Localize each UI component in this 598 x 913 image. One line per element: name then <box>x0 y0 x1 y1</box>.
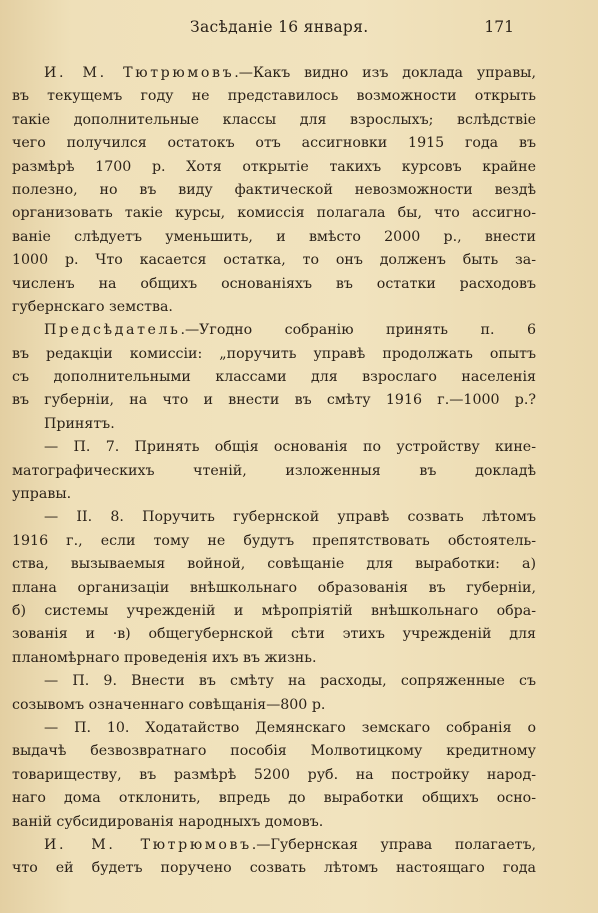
line-text: планомѣрнаго проведенія ихъ въ жизнь. <box>12 649 317 666</box>
text-line <box>12 389 536 412</box>
line-text: матографическихъ чтеній, изложенныя въ докладѣ <box>12 462 536 479</box>
text-line <box>12 577 536 600</box>
text-line <box>12 85 536 108</box>
text-line <box>12 109 536 132</box>
text-line <box>12 717 536 740</box>
line-text: чего получился остатокъ отъ ассигновки 1915 года въ <box>12 135 536 152</box>
line-text: наго дома отклонить, впредь до выработки общихъ осно- <box>12 790 536 807</box>
text-line <box>12 857 536 880</box>
text-line <box>12 319 536 342</box>
line-text: плана организаціи внѣшкольнаго образованія въ губерніи, <box>12 579 536 596</box>
text-line <box>12 156 536 179</box>
text-line <box>12 179 536 202</box>
line-text: — П. 10. Ходатайство Демянскаго земскаго собранія о <box>44 719 536 736</box>
text-line <box>12 202 536 225</box>
line-text: организовать такіе курсы, комиссія полагала бы, что ассигно- <box>12 205 536 222</box>
text-line <box>12 366 536 389</box>
line-text: .—Какъ видно изъ доклада управы, <box>234 65 536 81</box>
line-text: управы. <box>12 486 72 503</box>
text-line <box>12 132 536 155</box>
text-line <box>12 413 536 436</box>
text-line <box>12 553 536 576</box>
text-line <box>12 483 536 506</box>
line-text: ства, вызываемыя войной, совѣщаніе для выработки: а) <box>12 556 536 573</box>
text-line <box>12 273 536 296</box>
text-line <box>12 623 536 646</box>
line-text: товариществу, въ размѣрѣ 5200 руб. на постройку народ- <box>12 766 536 783</box>
line-text: ваній субсидированія народныхъ домовъ. <box>12 813 324 830</box>
text-line <box>12 62 536 85</box>
line-text: ваніе слѣдуетъ уменьшить, и вмѣсто 2000 р., внести <box>12 228 536 245</box>
line-text: — П. 9. Внести въ смѣту на расходы, сопряженные съ <box>44 673 536 690</box>
line-text: .—Губернская управа полагаетъ, <box>251 836 536 853</box>
text-line <box>12 226 536 249</box>
text-line <box>12 834 536 857</box>
text-line <box>12 740 536 763</box>
text-line <box>12 694 536 717</box>
line-text: полезно, но въ виду фактической невозможности вездѣ <box>12 181 536 198</box>
text-line <box>12 600 536 623</box>
speaker-name: Предсѣдатель <box>44 322 181 339</box>
text-body <box>12 62 536 881</box>
line-text: зованія и ·в) общегубернской сѣти этихъ учрежденій для <box>12 626 536 643</box>
running-head: Засѣданіе 16 января. <box>190 18 369 36</box>
line-text: что ей будетъ поручено созвать лѣтомъ настоящаго года <box>12 860 536 877</box>
line-text: 1000 р. Что касается остатка, то онъ долженъ быть за- <box>12 252 536 269</box>
line-text: — П. 7. Принять общія основанія по устройству кине- <box>44 439 536 456</box>
text-line <box>12 811 536 834</box>
text-line <box>12 436 536 459</box>
text-line <box>12 343 536 366</box>
text-line <box>12 647 536 670</box>
text-line <box>12 460 536 483</box>
text-line <box>12 787 536 810</box>
line-text: — II. 8. Поручить губернской управѣ созвать лѣтомъ <box>44 509 536 526</box>
line-text: въ губерніи, на что и внести въ смѣту 1916 г.—1000 р.? <box>12 392 536 409</box>
page-number: 171 <box>484 18 514 36</box>
text-line <box>12 506 536 529</box>
line-text: съ дополнительными классами для взрослаго населенія <box>12 369 536 386</box>
text-line <box>12 670 536 693</box>
text-line <box>12 764 536 787</box>
line-text: .—Угодно собранію принять п. 6 <box>180 322 536 339</box>
line-text: 1916 г., если тому не будутъ препятствовать обстоятель- <box>12 532 536 549</box>
line-text: такіе дополнительные классы для взрослыхъ; вслѣдствіе <box>12 111 536 128</box>
text-line <box>12 296 536 319</box>
line-text: численъ на общихъ основаніяхъ въ остатки расходовъ <box>12 275 536 292</box>
line-text: выдачѣ безвозвратнаго пособія Молвотицкому кредитному <box>12 743 536 760</box>
line-text: губернскаго земства. <box>12 298 173 315</box>
line-text: въ редакціи комиссіи: „поручить управѣ продолжать опытъ <box>12 345 536 362</box>
line-text: Принятъ. <box>44 415 115 432</box>
text-line <box>12 249 536 272</box>
speaker-name: И. М. Тютрюмовъ <box>44 65 235 81</box>
line-text: въ текущемъ году не представилось возможности открыть <box>12 88 536 105</box>
line-text: б) системы учрежденій и мѣропріятій внѣшкольнаго обра- <box>12 602 536 619</box>
line-text: созывомъ означеннаго совѣщанія—800 р. <box>12 696 326 713</box>
line-text: размѣрѣ 1700 р. Хотя открытіе такихъ курсовъ крайне <box>12 158 536 175</box>
speaker-name: И. М. Тютрюмовъ <box>44 836 252 853</box>
text-line <box>12 530 536 553</box>
